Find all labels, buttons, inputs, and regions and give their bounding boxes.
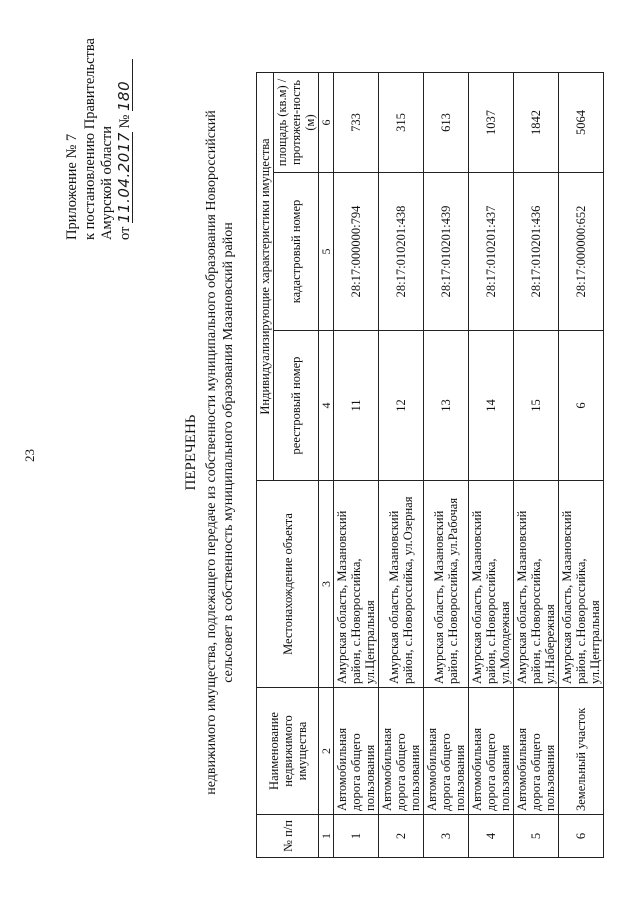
column-number: 1 <box>319 815 334 858</box>
header-area: площадь (кв.м) / протяжен-ность (м) <box>274 72 319 172</box>
table-row <box>334 72 379 857</box>
appendix-header <box>64 38 134 240</box>
cell-num: 3 <box>424 815 469 858</box>
cell-location: Амурская область, Мазановский район, с.Новороссийка, ул.Центральная <box>559 481 604 688</box>
table-row <box>379 72 424 857</box>
header-name: Наименование недвижимого имущества <box>257 688 319 815</box>
table-row <box>424 72 469 857</box>
document-subtitle: недвижимого имущества, подлежащего передаче из собственности муниципального образования Новороссийский сельсовет в собственность муниципального образования Мазановский район <box>204 110 236 795</box>
cell-registry: 12 <box>379 331 424 481</box>
cell-location: Амурская область, Мазановский район, с.Новороссийка, ул.Набережная <box>514 481 559 688</box>
cell-name: Автомобильная дорога общего пользования <box>469 688 514 815</box>
cell-area: 1842 <box>514 72 559 172</box>
cell-num: 2 <box>379 815 424 858</box>
cell-name: Земельный участок <box>559 688 604 815</box>
cell-cadastral: 28:17:010201:439 <box>424 173 469 331</box>
header-registry: реестровый номер <box>274 331 319 481</box>
column-number-row <box>319 72 334 857</box>
cell-cadastral: 28:17:010201:437 <box>469 173 514 331</box>
cell-name: Автомобильная дорога общего пользования <box>379 688 424 815</box>
table-row <box>559 72 604 857</box>
cell-location: Амурская область, Мазановский район, с.Новороссийка, ул.Рабочая <box>424 481 469 688</box>
header-num: № п/п <box>257 815 319 858</box>
handwritten-number: 180 <box>117 59 133 111</box>
cell-name: Автомобильная дорога общего пользования <box>424 688 469 815</box>
cell-location: Амурская область, Мазановский район, с.Новороссийка, ул.Озерная <box>379 481 424 688</box>
cell-area: 733 <box>334 72 379 172</box>
cell-registry: 6 <box>559 331 604 481</box>
cell-cadastral: 28:17:000000:794 <box>334 173 379 331</box>
date-prefix: от <box>116 226 133 240</box>
page-number: 23 <box>22 449 37 462</box>
cell-num: 1 <box>334 815 379 858</box>
appendix-decree: к постановлению Правительства <box>81 38 98 240</box>
header-characteristics: Индивидуализирующие характеристики имущества <box>257 72 274 480</box>
table-row <box>514 72 559 857</box>
cell-num: 5 <box>514 815 559 858</box>
appendix-date-line <box>114 38 135 240</box>
column-number: 5 <box>319 173 334 331</box>
cell-cadastral: 28:17:010201:438 <box>379 173 424 331</box>
cell-area: 1037 <box>469 72 514 172</box>
cell-cadastral: 28:17:010201:436 <box>514 173 559 331</box>
cell-registry: 11 <box>334 331 379 481</box>
cell-area: 5064 <box>559 72 604 172</box>
cell-name: Автомобильная дорога общего пользования <box>334 688 379 815</box>
cell-name: Автомобильная дорога общего пользования <box>514 688 559 815</box>
cell-area: 613 <box>424 72 469 172</box>
cell-registry: 14 <box>469 331 514 481</box>
table-row <box>469 72 514 857</box>
column-number: 4 <box>319 331 334 481</box>
cell-cadastral: 28:17:000000:652 <box>559 173 604 331</box>
column-number: 2 <box>319 688 334 815</box>
cell-registry: 13 <box>424 331 469 481</box>
cell-location: Амурская область, Мазановский район, с.Новороссийка, ул.Молодежная <box>469 481 514 688</box>
document-title: ПЕРЕЧЕНЬ <box>183 414 199 491</box>
handwritten-date: 11.04.2017 <box>114 132 133 223</box>
cell-registry: 15 <box>514 331 559 481</box>
header-location: Местонахождение объекта <box>257 481 319 688</box>
cell-num: 6 <box>559 815 604 858</box>
appendix-title: Приложение № 7 <box>64 133 80 240</box>
appendix-region: Амурской области <box>99 126 115 240</box>
number-prefix: № <box>116 114 133 129</box>
column-number: 6 <box>319 72 334 172</box>
cell-location: Амурская область, Мазановский район, с.Новороссийка, ул.Центральная <box>334 481 379 688</box>
header-cadastral: кадастровый номер <box>274 173 319 331</box>
column-number: 3 <box>319 481 334 688</box>
cell-area: 315 <box>379 72 424 172</box>
cell-num: 4 <box>469 815 514 858</box>
property-table <box>256 72 604 858</box>
